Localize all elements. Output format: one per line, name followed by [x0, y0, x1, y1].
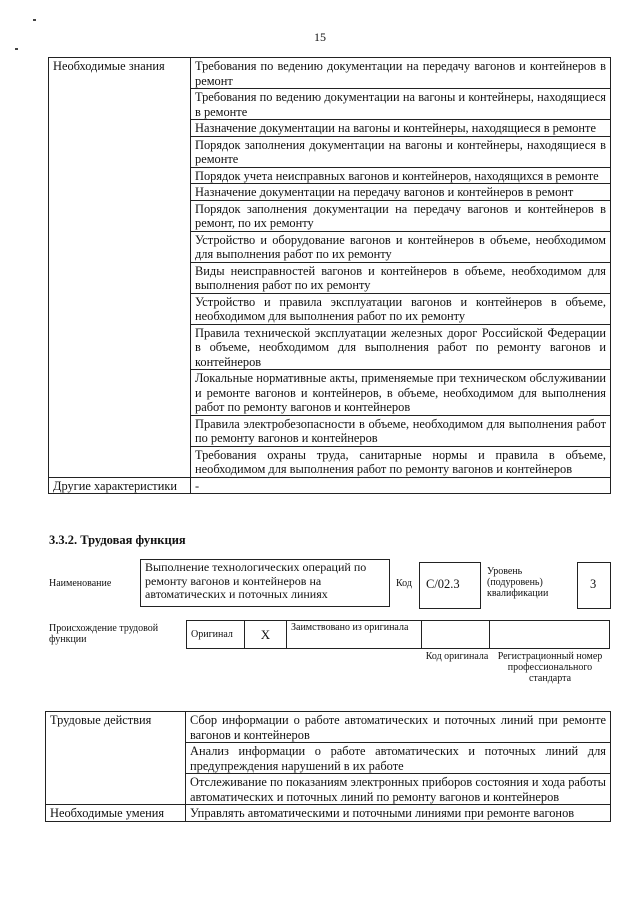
other-characteristics-value: - — [191, 477, 611, 494]
scan-speck — [33, 19, 36, 21]
knowledge-item: Требования по ведению документации на передачу вагонов и контейнеров в ремонт — [191, 58, 611, 89]
knowledge-label: Необходимые знания — [49, 58, 191, 478]
knowledge-item: Назначение документации на вагоны и контейнеры, находящиеся в ремонте — [191, 120, 611, 137]
actions-label: Трудовые действия — [46, 712, 186, 805]
level-value: 3 — [590, 577, 597, 591]
code-box — [419, 562, 481, 609]
section-title: 3.3.2. Трудовая функция — [49, 533, 186, 547]
knowledge-table — [48, 57, 611, 494]
knowledge-item: Требования охраны труда, санитарные нормы и правила в объеме, необходимом для выполнения работ по ремонту вагонов и контейнеров — [191, 446, 611, 477]
borrowed-label: Заимствовано из оригинала — [287, 621, 422, 649]
skill-item: Управлять автоматическими и поточными линиями при ремонте вагонов — [186, 805, 611, 822]
function-name: Выполнение технологических операций по ремонту вагонов и контейнеров на автоматических и поточных линиях — [145, 560, 367, 601]
origin-code-cell — [422, 621, 490, 649]
code-label: Код — [396, 578, 412, 589]
table-row — [46, 805, 611, 822]
code-caption: Код оригинала — [425, 651, 489, 662]
actions-table — [45, 711, 611, 822]
origin-reg-cell — [490, 621, 610, 649]
code-value: С/02.3 — [426, 577, 460, 591]
knowledge-item: Локальные нормативные акты, применяемые при техническом обслуживании и ремонте вагонов и контейнеров, в объеме, необходимом для выполнения работ по ремонту вагонов и контейнеров — [191, 370, 611, 416]
level-box — [577, 562, 611, 609]
knowledge-item: Устройство и правила эксплуатации вагонов и контейнеров в объеме, необходимом для выполнения работ по их ремонту — [191, 293, 611, 324]
action-item: Сбор информации о работе автоматических и поточных линий при ремонте вагонов и контейнеров — [186, 712, 611, 743]
action-item: Анализ информации о работе автоматических и поточных линий для предупреждения нарушений в их работе — [186, 743, 611, 774]
other-characteristics-label: Другие характеристики — [49, 477, 191, 494]
knowledge-item: Порядок заполнения документации на вагоны и контейнеры, находящиеся в ремонте — [191, 136, 611, 167]
name-label: Наименование — [49, 578, 112, 589]
original-mark: X — [245, 621, 287, 649]
table-row — [46, 712, 611, 743]
table-row — [49, 58, 611, 89]
knowledge-item: Порядок учета неисправных вагонов и контейнеров, находящихся в ремонте — [191, 167, 611, 184]
knowledge-item: Виды неисправностей вагонов и контейнеров в объеме, необходимом для выполнения работ по их ремонту — [191, 262, 611, 293]
original-label: Оригинал — [187, 621, 245, 649]
knowledge-item: Правила технической эксплуатации железных дорог Российской Федерации в объеме, необходимом для выполнения работ по ремонту вагонов и контейнеров — [191, 324, 611, 370]
knowledge-item: Устройство и оборудование вагонов и контейнеров в объеме, необходимом для выполнения работ по их ремонту — [191, 231, 611, 262]
knowledge-item: Назначение документации на передачу вагонов и контейнеров в ремонт — [191, 184, 611, 201]
reg-caption: Регистрационный номер профессионального стандарта — [497, 651, 603, 684]
scan-speck — [15, 48, 18, 50]
table-row — [187, 621, 610, 649]
page-number: 15 — [314, 30, 326, 44]
skills-label: Необходимые умения — [46, 805, 186, 822]
action-item: Отслеживание по показаниям электронных приборов состояния и хода работы автоматических и поточных линий по ремонту вагонов и контейнеров — [186, 774, 611, 805]
origin-table — [186, 620, 610, 649]
knowledge-item: Правила электробезопасности в объеме, необходимом для выполнения работ по ремонту вагонов и контейнеров — [191, 415, 611, 446]
table-row — [49, 477, 611, 494]
level-label: Уровень (подуровень) квалификации — [487, 566, 549, 599]
function-name-box — [140, 559, 390, 607]
knowledge-item: Порядок заполнения документации на передачу вагонов и контейнеров в ремонт, по их ремонту — [191, 200, 611, 231]
origin-label: Происхождение трудовой функции — [49, 623, 159, 645]
knowledge-item: Требования по ведению документации на вагоны и контейнеры, находящиеся в ремонте — [191, 89, 611, 120]
